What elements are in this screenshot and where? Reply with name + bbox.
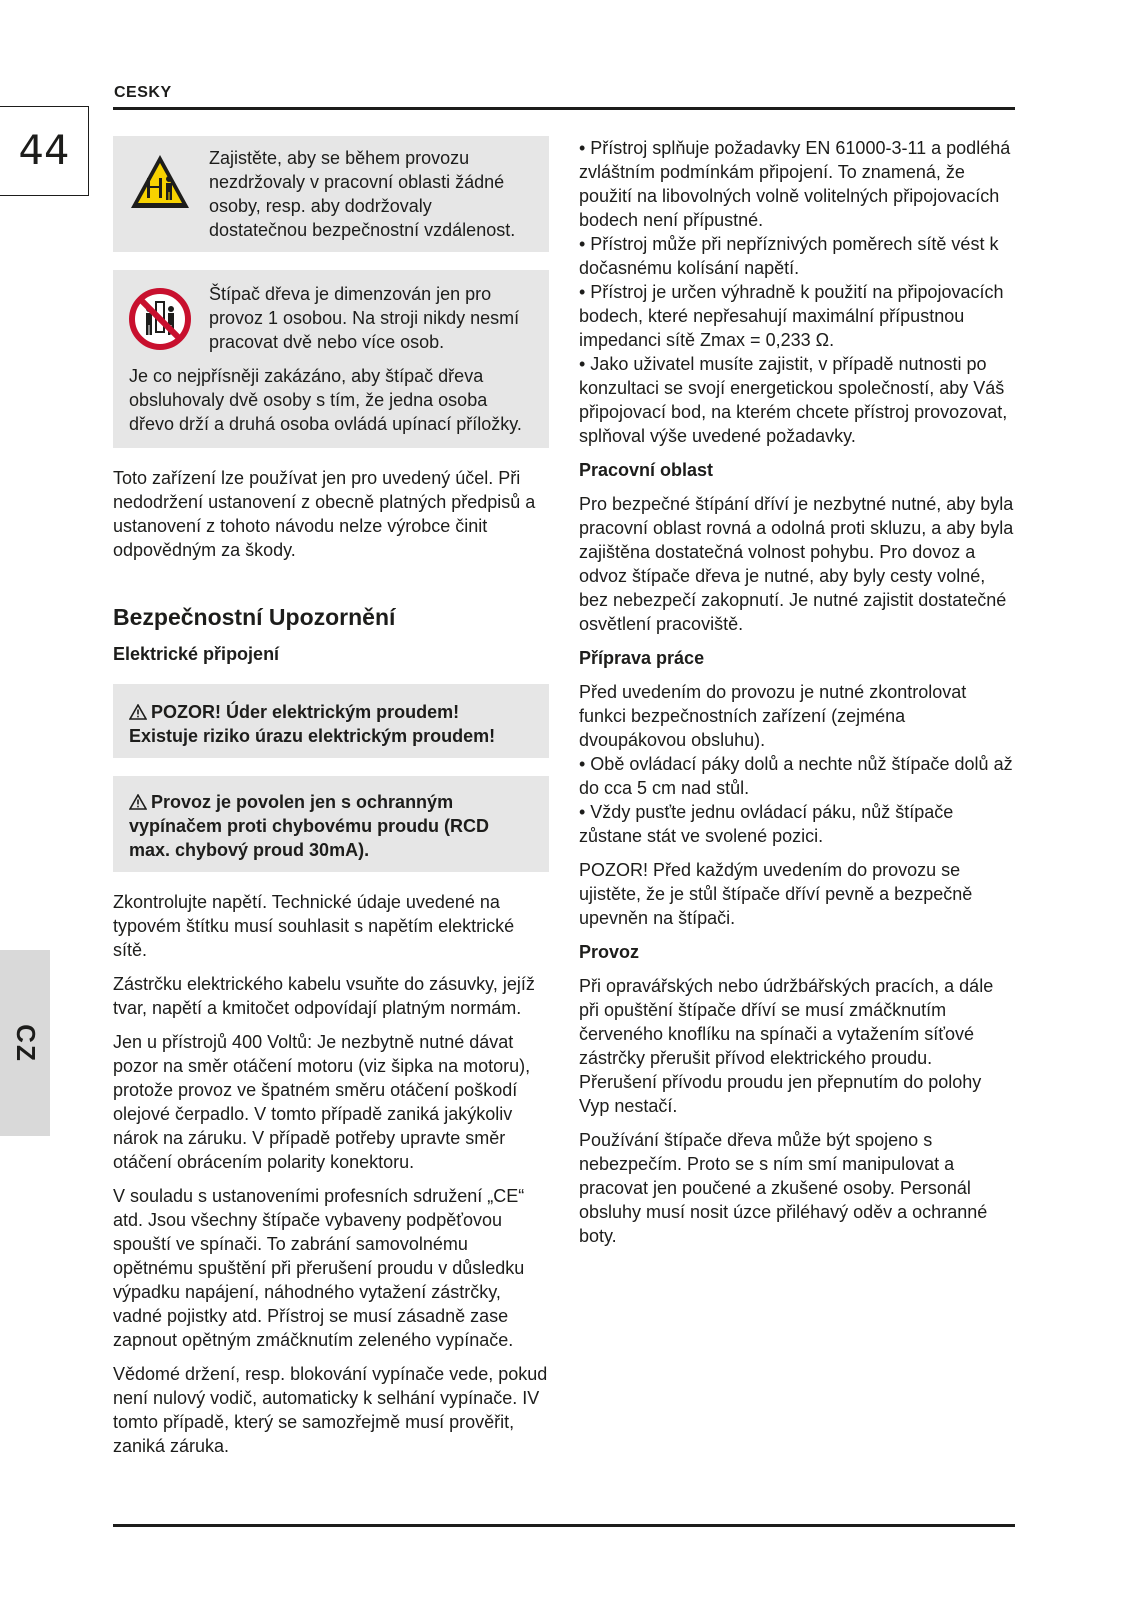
page-number-box (0, 106, 89, 196)
bullet-impedance: • Přístroj je určen výhradně k použití na připojovacích bodech, které nepřesahují maximální přípustnou impedanci sítě Zmax = 0,233 Ω. (579, 282, 1004, 350)
intended-use-paragraph: Toto zařízení lze používat jen pro uvedený účel. Při nedodržení ustanovení z obecně platných předpisů a ustanovení z tohoto návodu nelze výrobce činit odpovědným za škody. (113, 468, 536, 560)
bullet-both-levers: • Obě ovládací páky dolů a nechte nůž štípače dolů až do cca 5 cm nad stůl. (579, 754, 1013, 798)
rcd-warning-box (113, 776, 549, 872)
right-column (579, 136, 1015, 1248)
work-area-heading: Pracovní oblast (579, 460, 714, 480)
electric-shock-warning-text: POZOR! Úder elektrickým proudem! Existuje riziko úrazu elektrickým proudem! (129, 702, 496, 746)
section-title: Bezpečnostní Upozornění (113, 604, 396, 630)
400v-rotation-paragraph: Jen u přístrojů 400 Voltů: Je nezbytně nutné dávat pozor na směr otáčení motoru (viz šipka na motoru), protože provoz ve špatném směru otáčení poškodí olejové čerpadlo. V tomto případě zaniká jakýkoliv nárok na záruku. V případě potřeby upravte směr otáčení obrácením polarity konektoru. (113, 1032, 531, 1172)
warning-triangle-icon (129, 704, 147, 720)
two-operator-prohibition-text: Je co nejpřísněji zakázáno, aby štípač dřeva obsluhovaly dvě osoby s tím, že jedna osoba dřevo drží a druhá osoba ovládá upínací příložky. (129, 366, 522, 434)
switch-blocking-paragraph: Vědomé držení, resp. blokování vypínače vede, pokud není nulový vodič, automaticky k selhání vypínače. IV tomto případě, který se samozřejmě musí prověřit, zaniká záruka. (113, 1364, 548, 1456)
work-preparation-paragraph: Před uvedením do provozu je nutné zkontrolovat funkci bezpečnostních zařízení (zejména dvoupákovou obsluhu). (579, 682, 967, 750)
bullet-voltage-fluctuation: • Přístroj může při nepříznivých poměrech sítě vést k dočasnému kolísání napětí. (579, 234, 999, 278)
voltage-check-paragraph: Zkontrolujte napětí. Technické údaje uvedené na typovém štítku musí souhlasit s napětím elektrické sítě. (113, 892, 515, 960)
plug-paragraph: Zástrčku elektrického kabelu vsuňte do zásuvky, jejíž tvar, napětí a kmitočet odpovídají platným normám. (113, 974, 535, 1018)
maintenance-paragraph: Při opravářských nebo údržbářských pracích, a dále při opuštění štípače dříví se musí zmáčknutím červeného knoflíku na spínači a vytažením síťové zástrčky přerušit přívod elektrického proudu. Přerušení přívodu proudu jen přepnutím do polohy Vyp nestačí. (579, 976, 994, 1116)
operator-requirements-paragraph: Používání štípače dřeva může být spojeno s nebezpečím. Proto se s ním smí manipulovat a pracovat jen poučené a zkušené osoby. Personál obsluhy musí nosit úzce přiléhavý oděv a ochranné boty. (579, 1130, 988, 1246)
header-rule (113, 107, 1015, 110)
page-number: 44 (18, 128, 70, 174)
one-operator-prohibition-icon (129, 288, 191, 350)
bullet-release-lever: • Vždy pusťte jednu ovládací páku, nůž štípače zůstane stát ve svolené pozici. (579, 802, 954, 846)
warning-triangle-icon (129, 794, 147, 810)
warning-bystanders-icon (129, 152, 191, 214)
undervoltage-release-paragraph: V souladu s ustanoveními profesních sdružení „CE“ atd. Jsou všechny štípače vybaveny podpěťovou spouští ve spínači. To zabrání samovolnému opětnému spuštění při přerušení proudu v důsledku výpadku napájení, náhodného vytažení zástrčky, vadné pojistky atd. Přístroj se musí zásadně zase zapnout opětným zmáčknutím zeleného vypínače. (113, 1186, 525, 1350)
one-operator-text: Štípač dřeva je dimenzován jen pro provoz 1 osobou. Na stroji nikdy nesmí pracovat dvě nebo více osob. (209, 284, 520, 352)
one-operator-box (113, 270, 549, 448)
work-area-paragraph: Pro bezpečné štípání dříví je nezbytné nutné, aby byla pracovní oblast rovná a odolná proti skluzu, a aby byla zajištěna dostatečná volnost pohybu. Pro dovoz a odvoz štípače dřeva je nutné, aby byly cesty volné, bez nebezpečí zakopnutí. Je nutné zajistit dostatečné osvětlení pracoviště. (579, 494, 1014, 634)
rcd-warning-text: Provoz je povolen jen s ochranným vypínačem proti chybovému proudu (RCD max. chybový proud 30mA). (129, 792, 490, 860)
bullet-user-responsibility: • Jako uživatel musíte zajistit, v případě nutnosti po konzultaci se svojí energetickou společností, aby Váš připojovací bod, na kterém chcete přístroj provozovat, splňoval výše uvedené požadavky. (579, 354, 1008, 446)
table-check-paragraph: POZOR! Před každým uvedením do provozu se ujistěte, že je stůl štípače dříví pevně a bezpečně upevněn na štípači. (579, 860, 973, 928)
bullet-en61000: • Přístroj splňuje požadavky EN 61000-3-11 a podléhá zvláštním podmínkám připojení. To znamená, že použití na libovolných volně volitelných připojovacích bodech není přípustné. (579, 138, 1011, 230)
language-side-tab (0, 950, 50, 1136)
work-preparation-heading: Příprava práce (579, 648, 705, 668)
bystander-warning-box (113, 136, 549, 252)
language-header: CESKY (114, 84, 172, 101)
electrical-connection-heading: Elektrické připojení (113, 644, 280, 664)
bystander-warning-text: Zajistěte, aby se během provozu nezdržovaly v pracovní oblasti žádné osoby, resp. aby dodržovaly dostatečnou bezpečnostní vzdálenost. (209, 148, 516, 240)
electric-shock-warning-box (113, 684, 549, 758)
footer-rule (113, 1524, 1015, 1527)
left-column (113, 136, 549, 1458)
language-side-tab-label: CZ (10, 1023, 41, 1063)
one-operator-row (129, 282, 533, 354)
operation-heading: Provoz (579, 942, 640, 962)
